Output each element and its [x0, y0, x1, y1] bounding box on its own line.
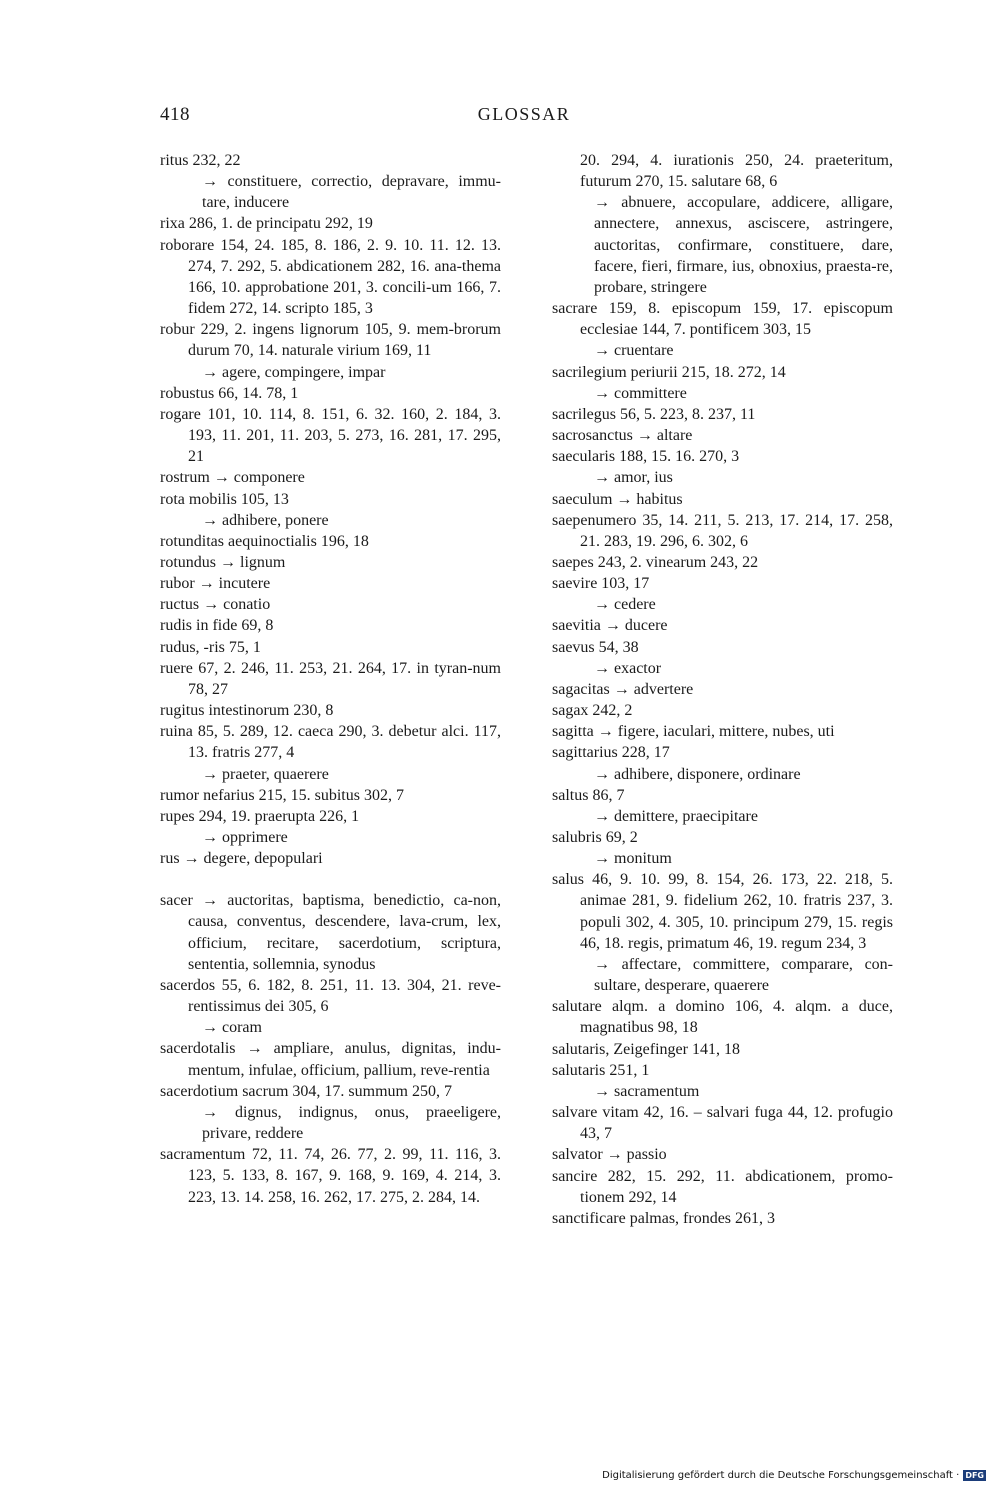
glossary-entry — [160, 489, 501, 531]
glossary-entry — [160, 658, 501, 700]
cross-reference: → dignus, indignus, onus, praeeligere, privare, reddere — [202, 1103, 501, 1143]
entry-text: sacrilegus 56, 5. 223, 8. 237, 11 — [552, 405, 756, 423]
glossary-entry — [160, 700, 501, 721]
entry-text: rotunditas aequinoctialis 196, 18 — [160, 532, 369, 550]
entry-text: sacrosanctus → altare — [552, 427, 693, 445]
entry-text: saecularis 188, 15. 16. 270, 3 — [552, 448, 740, 466]
entry-text: rota mobilis 105, 13 — [160, 490, 289, 508]
glossary-entry — [160, 1144, 501, 1207]
entry-text: saevitia → ducere — [552, 617, 668, 635]
glossary-entry — [552, 489, 893, 510]
glossary-entry — [160, 383, 501, 404]
glossary-left-column — [160, 150, 501, 1208]
glossary-entry — [160, 573, 501, 594]
glossary-right-column — [552, 150, 893, 1229]
entry-text: sagacitas → advertere — [552, 680, 694, 698]
glossary-entry — [552, 1039, 893, 1060]
digitization-footer — [602, 1470, 986, 1481]
entry-text: rubor → incutere — [160, 575, 271, 593]
glossary-entry — [552, 552, 893, 573]
entry-text: rupes 294, 19. praerupta 226, 1 — [160, 807, 360, 825]
entry-text: rotundus → lignum — [160, 553, 286, 571]
cross-reference: → adhibere, ponere — [202, 511, 329, 529]
entry-text: rixa 286, 1. de principatu 292, 19 — [160, 215, 373, 233]
glossary-entry — [552, 1060, 893, 1102]
glossary-entry — [160, 531, 501, 552]
entry-text: sanctificare palmas, frondes 261, 3 — [552, 1209, 776, 1227]
glossary-entry — [160, 848, 501, 869]
entry-text: ritus 232, 22 — [160, 152, 241, 169]
entry-text: sacerdotium sacrum 304, 17. summum 250, 7 — [160, 1082, 452, 1100]
entry-text: saevire 103, 17 — [552, 575, 650, 593]
glossary-entry — [552, 298, 893, 361]
entry-text: saltus 86, 7 — [552, 786, 625, 804]
glossary-entry — [552, 827, 893, 869]
entry-text: saeculum → habitus — [552, 490, 683, 508]
cross-reference: → coram — [202, 1019, 262, 1037]
glossary-entry — [552, 869, 893, 996]
entry-text: rumor nefarius 215, 15. subitus 302, 7 — [160, 786, 404, 804]
entry-text: sagax 242, 2 — [552, 702, 633, 720]
cross-reference: → committere — [594, 384, 687, 402]
glossary-entry — [160, 637, 501, 658]
glossary-entry — [552, 615, 893, 636]
glossary-entry — [160, 594, 501, 615]
glossary-entry — [552, 446, 893, 488]
entry-text: saepes 243, 2. vinearum 243, 22 — [552, 553, 759, 571]
entry-text: saevus 54, 38 — [552, 638, 639, 656]
entry-text: ruina 85, 5. 289, 12. caeca 290, 3. debetur alci. 117, 13. fratris 277, 4 — [160, 723, 501, 762]
entry-text: salus 46, 9. 10. 99, 8. 154, 26. 173, 22. 218, 5. animae 281, 9. fidelium 262, 10. fratris 237, 3. populi 302, 4. 305, 10. principum 279, 15. regis 46, 18. regis, primatum 46, 19. regum 234, 3 — [552, 871, 893, 952]
entry-text: salutaris 251, 1 — [552, 1061, 650, 1079]
cross-reference: → abnuere, accopulare, addicere, alligare, annectere, annexus, asciscere, astringere, auctoritas, confirmare, constituere, dare, facere, fieri, firmare, ius, obnoxius, praesta-re, probare, stringere — [594, 194, 893, 296]
entry-text: rogare 101, 10. 114, 8. 151, 6. 32. 160, 2. 184, 3. 193, 11. 201, 11. 203, 5. 273, 16. 281, 17. 295, 21 — [160, 405, 501, 466]
cross-reference: → adhibere, disponere, ordinare — [594, 765, 801, 783]
glossary-entry — [552, 742, 893, 784]
glossary-entry — [160, 721, 501, 784]
glossary-entry — [160, 213, 501, 234]
entry-text: sacramentum 72, 11. 74, 26. 77, 2. 99, 11. 116, 3. 123, 5. 133, 8. 167, 9. 168, 9. 169, 4. 214, 3. 223, 13. 14. 258, 16. 262, 17. 275, 2. 284, 14. — [160, 1146, 501, 1206]
glossary-entry — [552, 1166, 893, 1208]
entry-text: sacerdotalis → ampliare, anulus, dignitas, indu-mentum, infulae, officium, pallium, reve-rentia — [160, 1040, 501, 1079]
glossary-entry — [552, 425, 893, 446]
dfg-logo: DFG — [965, 1471, 984, 1480]
cross-reference: → sacramentum — [594, 1082, 700, 1100]
cross-reference: → opprimere — [202, 829, 288, 846]
cross-reference: → affectare, committere, comparare, con-sultare, desperare, quaerere — [594, 955, 893, 995]
glossary-entry — [552, 1208, 893, 1229]
entry-text: sacer → auctoritas, baptisma, benedictio, ca-non, causa, conventus, descendere, lava-crum, lex, officium, recitare, sacerdotium, scriptura, sententia, sollemnia, synodus — [160, 892, 501, 973]
glossary-entry — [552, 150, 893, 298]
cross-reference: → praeter, quaerere — [202, 765, 329, 783]
entry-text: sacerdos 55, 6. 182, 8. 251, 11. 13. 304, 21. reve-rentissimus dei 305, 6 — [160, 976, 501, 1016]
entry-text: salubris 69, 2 — [552, 829, 638, 846]
glossary-entry — [160, 552, 501, 573]
cross-reference: → agere, compingere, impar — [202, 363, 386, 381]
glossary-entry — [160, 785, 501, 806]
glossary-entry — [552, 637, 893, 679]
glossary-entry — [552, 573, 893, 615]
entry-text: salutaris, Zeigefinger 141, 18 — [552, 1040, 740, 1058]
entry-text: salvare vitam 42, 16. – salvari fuga 44, 12. profugio 43, 7 — [552, 1104, 893, 1143]
entry-text: robustus 66, 14. 78, 1 — [160, 384, 299, 402]
glossary-entry — [160, 1038, 501, 1080]
glossary-entry — [552, 404, 893, 425]
entry-text: rugitus intestinorum 230, 8 — [160, 702, 334, 720]
running-title: GLOSSAR — [477, 104, 571, 124]
entry-text: sagitta → figere, iaculari, mittere, nubes, uti — [552, 723, 835, 741]
cross-reference: → amor, ius — [594, 469, 673, 487]
glossary-entry — [160, 467, 501, 488]
entry-text: sacrare 159, 8. episcopum 159, 17. episcopum ecclesiae 144, 7. pontificem 303, 15 — [552, 300, 893, 339]
cross-reference: → constituere, correctio, depravare, immu-tare, inducere — [202, 173, 501, 212]
glossary-entry — [160, 235, 501, 320]
glossary-entry — [160, 1081, 501, 1144]
entry-text: rus → degere, depopulari — [160, 850, 323, 868]
entry-text: 20. 294, 4. iurationis 250, 24. praeteritum, futurum 270, 15. salutare 68, 6 — [580, 152, 893, 191]
entry-text: rostrum → componere — [160, 469, 305, 487]
cross-reference: → monitum — [594, 850, 672, 868]
entry-text: robur 229, 2. ingens lignorum 105, 9. mem-brorum durum 70, 14. naturale virium 169, 11 — [160, 321, 501, 360]
glossary-entry — [552, 721, 893, 742]
glossary-entry — [552, 785, 893, 827]
entry-text: rudis in fide 69, 8 — [160, 617, 274, 635]
glossary-entry — [552, 362, 893, 404]
entry-text: ruere 67, 2. 246, 11. 253, 21. 264, 17. in tyran-num 78, 27 — [160, 659, 501, 698]
glossary-entry — [160, 404, 501, 467]
cross-reference: → cedere — [594, 596, 656, 614]
entry-text: salvator → passio — [552, 1146, 667, 1164]
entry-text: saepenumero 35, 14. 211, 5. 213, 17. 214, 17. 258, 21. 283, 19. 296, 6. 302, 6 — [552, 511, 893, 550]
glossary-entry — [160, 150, 501, 213]
entry-text: salutare alqm. a domino 106, 4. alqm. a duce, magnatibus 98, 18 — [552, 998, 893, 1037]
entry-text: ructus → conatio — [160, 596, 271, 614]
entry-text: sacrilegium periurii 215, 18. 272, 14 — [552, 363, 786, 381]
glossary-entry — [552, 1144, 893, 1165]
cross-reference: → cruentare — [594, 342, 674, 360]
cross-reference: → exactor — [594, 659, 662, 677]
glossary-entry — [160, 975, 501, 1038]
cross-reference: → demittere, praecipitare — [594, 807, 758, 825]
glossary-entry — [160, 615, 501, 636]
glossary-entry — [552, 679, 893, 700]
entry-text: roborare 154, 24. 185, 8. 186, 2. 9. 10. 11. 12. 13. 274, 7. 292, 5. abdicationem 282, 16. ana-thema 166, 10. approbatione 201, 3. concili-um 166, 7. fidem 272, 14. scripto 185, 3 — [160, 236, 501, 318]
glossary-entry — [160, 806, 501, 848]
glossary-entry — [552, 1102, 893, 1144]
glossary-entry — [552, 996, 893, 1038]
glossary-entry — [160, 890, 501, 975]
glossary-entry — [160, 319, 501, 382]
page-number: 418 — [160, 104, 190, 125]
glossary-entry — [552, 510, 893, 552]
entry-text: sancire 282, 15. 292, 11. abdicationem, promo-tionem 292, 14 — [552, 1167, 893, 1206]
entry-text: sagittarius 228, 17 — [552, 744, 670, 762]
entry-text: rudus, -ris 75, 1 — [160, 638, 261, 656]
glossary-entry — [552, 700, 893, 721]
funding-credit: Digitalisierung gefördert durch die Deutsche Forschungsgemeinschaft · — [602, 1470, 960, 1481]
